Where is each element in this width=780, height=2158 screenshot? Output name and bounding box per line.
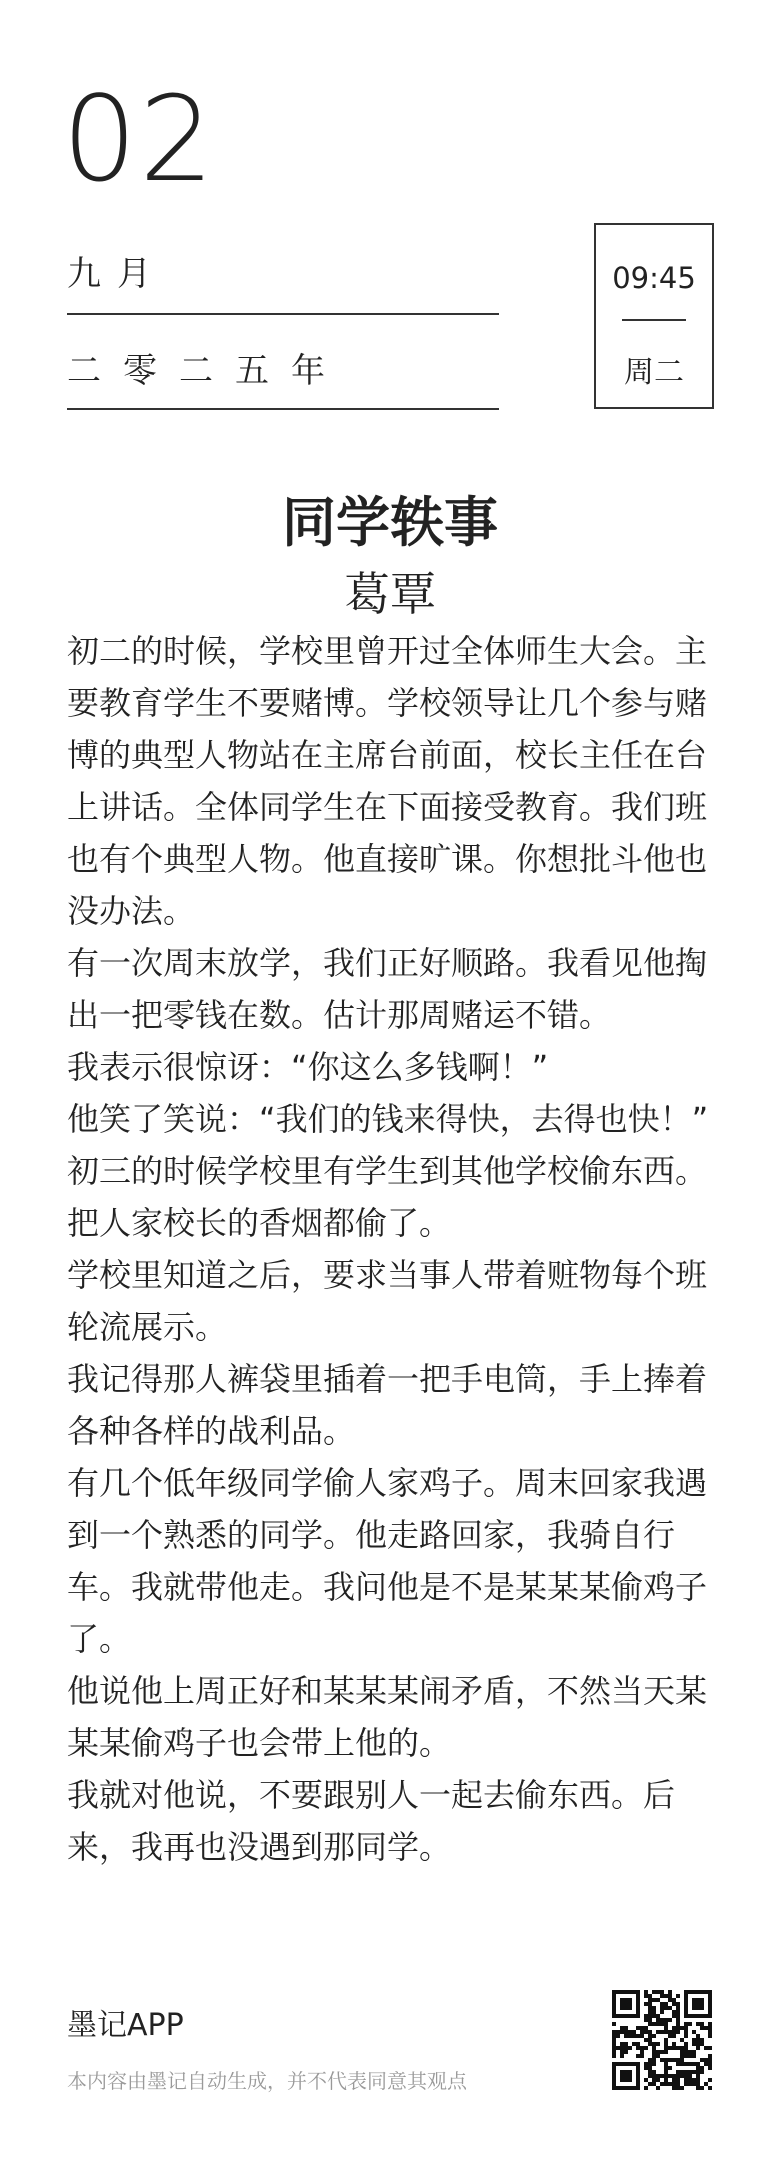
clock-weekday: 周二 — [624, 355, 684, 390]
paragraph: 我就对他说，不要跟别人一起去偷东西。后来，我再也没遇到那同学。 — [67, 1776, 676, 1866]
paragraph: 他说他上周正好和某某某闹矛盾，不然当天某某某偷鸡子也会带上他的。 — [67, 1672, 708, 1762]
divider-line — [67, 313, 499, 315]
paragraph: 有几个低年级同学偷人家鸡子。周末回家我遇到一个熟悉的同学。他走路回家，我骑自行车。我就带他走。我问他是不是某某某偷鸡子了。 — [67, 1464, 708, 1658]
article-body — [67, 625, 717, 1873]
article-title: 同学轶事 — [282, 491, 498, 554]
paragraph: 学校里知道之后，要求当事人带着赃物每个班轮流展示。 — [67, 1256, 708, 1346]
time-box — [594, 223, 714, 409]
brand-name: 墨记APP — [67, 2008, 184, 2043]
qr-code-icon[interactable] — [612, 1990, 712, 2090]
paragraph: 初三的时候学校里有学生到其他学校偷东西。把人家校长的香烟都偷了。 — [67, 1152, 708, 1242]
date-month: 九月 — [67, 254, 167, 294]
disclaimer-text: 本内容由墨记自动生成，并不代表同意其观点 — [67, 2069, 467, 2093]
divider-line — [67, 408, 499, 410]
paragraph: 初二的时候，学校里曾开过全体师生大会。主要教育学生不要赌博。学校领导让几个参与赌博的典型人物站在主席台前面，校长主任在台上讲话。全体同学生在下面接受教育。我们班也有个典型人物。他直接旷课。你想批斗他也没办法。 — [67, 632, 708, 930]
paragraph: 他笑了笑说：“我们的钱来得快，去得也快！” — [67, 1100, 709, 1138]
time-divider — [622, 319, 686, 321]
paragraph: 我记得那人裤袋里插着一把手电筒，手上捧着各种各样的战利品。 — [67, 1360, 708, 1450]
date-year: 二零二五年 — [67, 351, 347, 391]
clock-time: 09:45 — [612, 261, 696, 295]
date-day: 02 — [62, 70, 217, 208]
paragraph: 有一次周末放学，我们正好顺路。我看见他掏出一把零钱在数。估计那周赌运不错。 — [67, 944, 708, 1034]
paragraph: 我表示很惊讶：“你这么多钱啊！” — [67, 1048, 549, 1086]
article-author: 葛覃 — [344, 567, 436, 621]
